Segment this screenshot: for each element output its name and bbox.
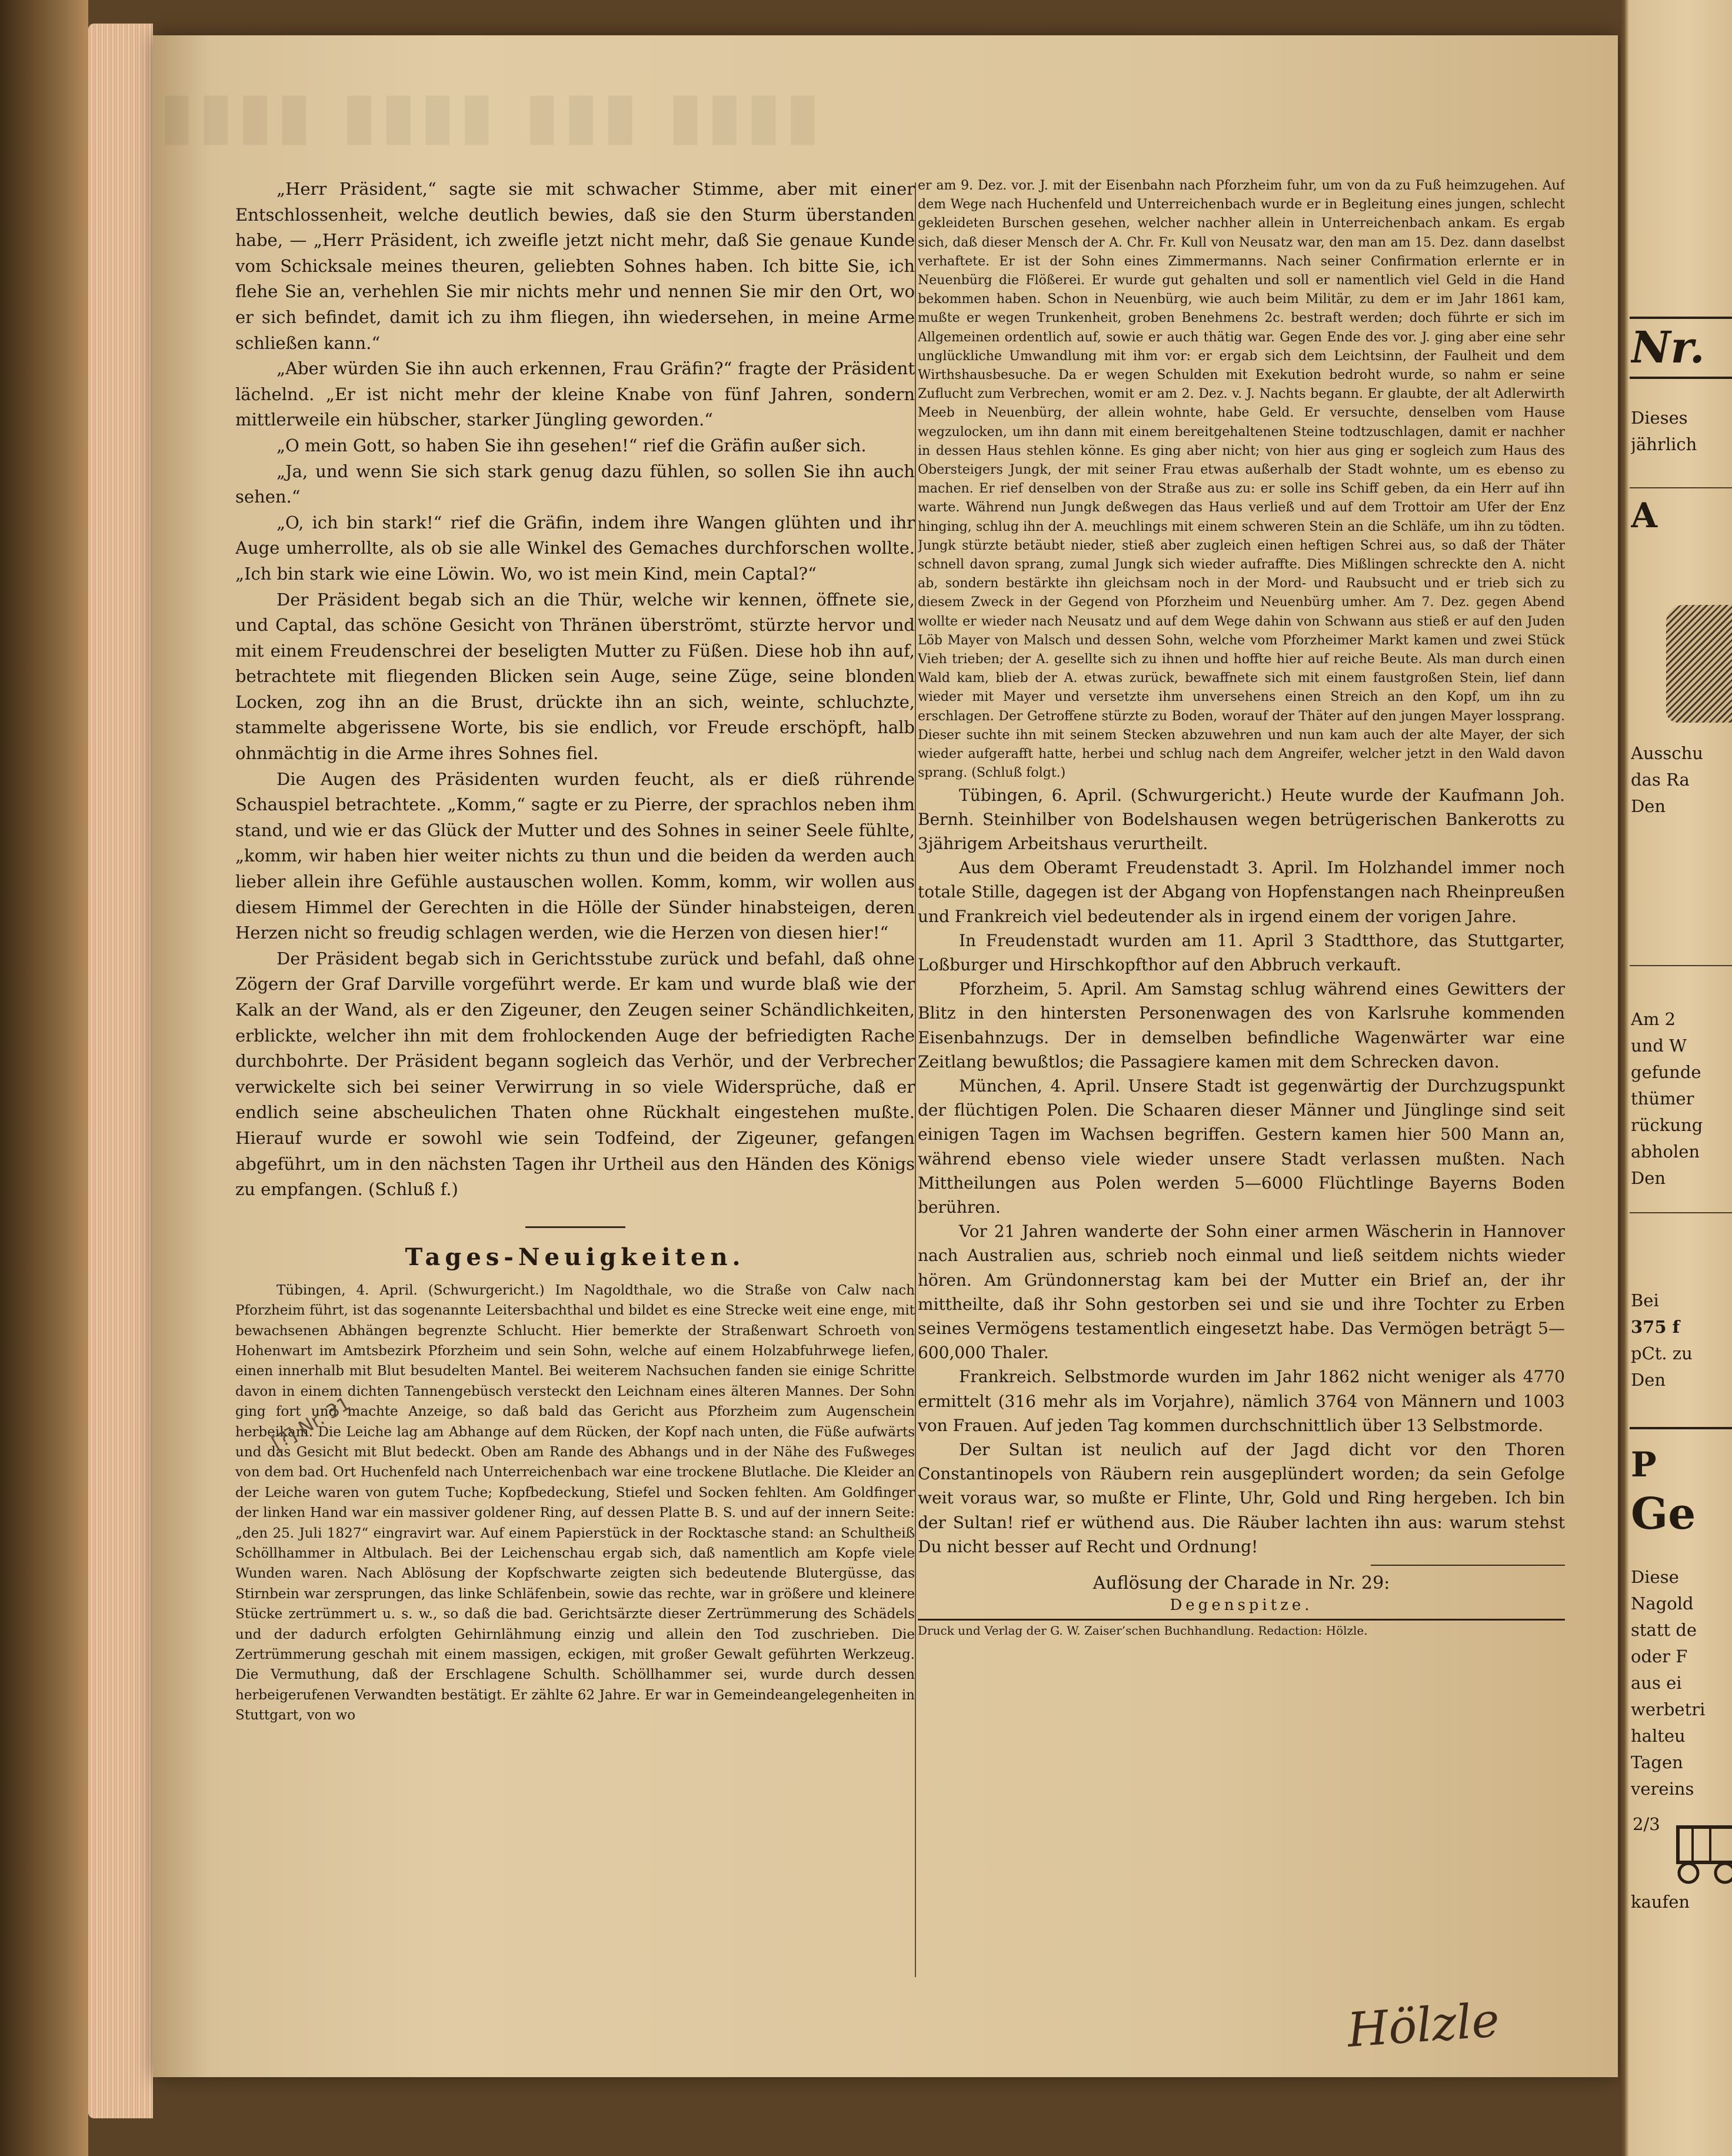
next-page-line: 2/3: [1633, 1814, 1660, 1834]
ink-bleed-through: ▮▮▮▮ ▮▮▮▮ ▮▮▮ ▮▮▮▮: [159, 76, 824, 152]
next-page-masthead: Nr.: [1631, 322, 1705, 373]
next-page-rule: [1630, 487, 1732, 488]
next-page-line: abholen: [1631, 1142, 1700, 1162]
report-paragraph: Pforzheim, 5. April. Am Samstag schlug während eines Gewitters der Blitz in den hintersten Personenwagen des von Karlsruhe kommenden Eisenbahnzugs. Der in demselben befindliche Wagenwärter war eine Zeitlang bewußtlos; die Passagiere kamen mit dem Schrecken davon.: [918, 979, 1565, 1072]
next-page-rule: [1630, 1427, 1732, 1429]
imprint-line: Druck und Verlag der G. W. Zaiser’schen Buchhandlung. Redaction: Hölzle.: [918, 1623, 1368, 1638]
next-page-line: und W: [1631, 1036, 1687, 1056]
next-page-rule: [1630, 377, 1732, 379]
right-column: [918, 177, 1565, 2012]
next-page-line: Den: [1631, 796, 1666, 816]
court-report: [918, 177, 1565, 783]
news-reports: [918, 783, 1565, 1559]
story-paragraph: „Aber würden Sie ihn auch erkennen, Frau Gräfin?“ fragte der Präsident lächelnd. „Er ist nicht mehr der kleine Knabe von fünf Jahren, sondern mittlerweile ein hübscher, starker Jüngling geworden.“: [235, 358, 915, 430]
next-page-line: Bei: [1631, 1290, 1659, 1310]
charade-rule: [1371, 1565, 1565, 1566]
story-paragraph: Der Präsident begab sich in Gerichtsstube zurück und befahl, daß ohne Zögern der Graf Darville vorgeführt werde. Er kam und wurde blaß wie der Kalk an der Wand, als er den Zigeuner, den Zeugen seiner Schändlichkeiten, erblickte, welcher ihn mit dem frohlockenden Auge der befriedigten Rache durchbohrte. Der Präsident begann sogleich das Verhör, und der Verbrecher verwickelte sich bei seiner Verwirrung in so viele Widersprüche, daß er endlich seine abscheulichen Thaten ohne Rückhalt eingestehen mußte. Hierauf wurde er sowohl wie sein Todfeind, der Zigeuner, gefangen abgeführt, um in den nächsten Tagen ihr Urtheil aus den Händen des Königs zu empfangen. (Schluß f.): [235, 948, 915, 1200]
story-paragraph: „O, ich bin stark!“ rief die Gräfin, indem ihre Wangen glühten und ihr Auge umherrollte, als ob sie alle Winkel des Gemaches durchforschen wollte. „Ich bin stark wie eine Löwin. Wo, wo ist mein Kind, mein Captal?“: [235, 512, 915, 584]
report-paragraph: er am 9. Dez. vor. J. mit der Eisenbahn nach Pforzheim fuhr, um von da zu Fuß heimzugehen. Auf dem Wege nach Huchenfeld und Unterreichenbach wurde er in Begleitung eines jungen, schlecht gekleideten Burschen gesehen, welcher nachher allein in Unterreichenbach ankam. Es ergab sich, daß dieser Mensch der A. Chr. Fr. Kull von Neusatz war, den man am 15. Dez. dann daselbst verhaftete. Er ist der Sohn eines Zimmermanns. Nach seiner Confirmation erlernte er in Neuenbürg die Flößerei. Er wurde gut gehalten und soll er namentlich viel Geld in die Hand bekommen haben. Schon in Neuenbürg, wie auch beim Militär, zu dem er im Jahr 1861 kam, mußte er wegen Trunkenheit, groben Benehmens 2c. bestraft werden; doch führte er sich im Allgemeinen ordentlich auf, sowie er auch thätig war. Gegen Ende des vor. J. ging aber eine sehr unglückliche Umwandlung mit ihm vor: er ergab sich dem Leichtsinn, der Faulheit und dem Wirthshausbesuche. Da er wegen Schulden mit Exekution bedroht wurde, so nahm er seine Zuflucht zum Verbrechen, womit er am 2. Dez. v. J. Nachts begann. Er glaubte, der alt Adlerwirth Meeb in Neuenbürg, der allein wohnte, habe Geld. Er versuchte, denselben vom Hause wegzulocken, um ihn dann mit einem bereitgehaltenen Steine todtzuschlagen, damit er nachher in dessen Haus stehlen könne. Es ging aber nicht; von hier aus ging er sogleich zum Haus des Obersteigers Jungk, der mit seiner Frau etwas außerhalb der Stadt wohnte, um es ebenso zu machen. Er rief denselben von der Straße aus zu: er solle ins Schiff geben, da ein Herr auf ihn warte. Während nun Jungk deßwegen das Haus verließ und auf dem Trottoir am Ufer der Enz hinging, schlug ihn der A. meuchlings mit einem schweren Stein an die Schläfe, um ihn zu tödten. Jungk stürzte betäubt nieder, stieß aber zugleich einen heftigen Schrei aus, so daß der Thäter schnell davon sprang, zumal Jungk sich wieder aufraffte. Dies Mißlingen schreckte den A. nicht ab, sondern bestärkte ihn gleichsam noch in der Mord- und Raubsucht und er trieb sich zu diesem Zweck in der Gegend von Pforzheim und Neuenbürg umher. Am 7. Dez. gegen Abend wollte er wieder nach Neusatz und auf dem Wege dahin von Schwann aus stieß er auf den Juden Löb Mayer von Malsch und dessen Sohn, welche vom Pforzheimer Markt kamen und zwei Stück Vieh trieben; der A. gesellte sich zu ihnen und hoffte hier auf reiche Beute. Als man durch einen Wald kam, blieb der A. etwas zurück, bewaffnete sich mit einem faustgroßen Stein, lief dann wieder mit Mayer und versetzte ihm unversehens einen Streich an den Kopf, um ihn zu erschlagen. Der Getroffene stürzte zu Boden, worauf der Thäter auf den jungen Mayer lossprang. Dieser suchte ihn mit seinem Stecken abzuwehren und nun kam auch der alte Mayer, der sich wieder aufgerafft hatte, herbei und schlug nach dem Angreifer, welcher jetzt in den Wald davon sprang. (Schluß folgt.): [918, 178, 1565, 781]
next-page-line: Den: [1631, 1168, 1666, 1188]
imprint-rule: [918, 1619, 1565, 1621]
next-page-line: aus ei: [1631, 1673, 1682, 1693]
next-page-line: Diese: [1631, 1567, 1679, 1587]
next-page-rule: [1630, 965, 1732, 966]
next-page-heading: A: [1631, 495, 1658, 535]
section-title: Tages-Neuigkeiten.: [405, 1243, 745, 1271]
charade-answer: Degenspitze.: [1170, 1596, 1313, 1614]
next-page-rule: [1630, 1212, 1732, 1213]
next-page-line: vereins: [1631, 1779, 1694, 1799]
report-paragraph: Vor 21 Jahren wanderte der Sohn einer armen Wäscherin in Hannover nach Australien aus, schrieb noch einmal und ließ seitdem nichts wieder hören. Am Gründonnerstag kam bei der Mutter ein Brief an, der ihr mittheilte, daß ihr Sohn gestorben sei und sie und ihre Tochter zu Erben seines Vermögens testamentlich eingesetzt habe. Das Vermögen beträgt 5—600,000 Thaler.: [918, 1222, 1565, 1363]
next-page-heading: P: [1631, 1445, 1657, 1485]
story-paragraph: „Ja, und wenn Sie sich stark genug dazu fühlen, so sollen Sie ihn auch sehen.“: [235, 461, 915, 507]
story-paragraph: Der Präsident begab sich an die Thür, welche wir kennen, öffnete sie, und Captal, das schöne Gesicht von Thränen überströmt, stürzte hervor und mit einem Freudenschrei der beseligten Mutter zu Füßen. Diese hob ihn auf, betrachtete mit fliegenden Blicken sein Auge, seine Züge, seine blonden Locken, zog ihn an die Brust, drückte ihn an sich, weinte, schluchzte, stammelte abgerissene Worte, bis sie endlich, vor Freude erschöpft, halb ohnmächtig in die Arme ihres Sohnes fiel.: [235, 589, 915, 764]
next-page-line: das Ra: [1631, 770, 1690, 790]
margin-annotation: [?] Nr. 31: [268, 1392, 354, 1455]
next-page-heading: Ge: [1631, 1489, 1696, 1539]
news-section: [235, 1243, 915, 1726]
next-page-line: Dieses: [1631, 408, 1688, 428]
next-page-line: halteu: [1631, 1726, 1686, 1746]
next-page-line: Am 2: [1631, 1009, 1676, 1029]
next-page-line: Ausschu: [1631, 743, 1703, 763]
next-page-line: jährlich: [1631, 434, 1697, 454]
story-paragraph: Die Augen des Präsidenten wurden feucht, als er dieß rührende Schauspiel betrachtete. „Komm,“ sagte er zu Pierre, der sprachlos neben ihm stand, und wie er das Glück der Mutter und des Sohnes in seiner Seele fühlte, „komm, wir haben hier weiter nichts zu thun und die beiden da werden auch lieber allein ihre Gefühle austauschen wollen. Komm, komm, wir wollen aus diesem Himmel der Gerechten in die Hölle der Sünder hinabsteigen, deren Herzen nicht so freudig schlagen werden, wie die Herzen von diesen hier!“: [235, 768, 915, 943]
report-paragraph: Tübingen, 6. April. (Schwurgericht.) Heute wurde der Kaufmann Joh. Bernh. Steinhilber von Bodelshausen wegen betrügerischen Bankerotts zu 3jährigem Arbeitshaus verurtheilt.: [918, 785, 1565, 853]
section-divider: [525, 1226, 625, 1228]
next-page-line: Tagen: [1631, 1752, 1683, 1772]
next-page-line: thümer: [1631, 1089, 1694, 1109]
handwritten-signature: Hölzle: [1345, 1992, 1501, 2058]
carriage-illustration: [1660, 1815, 1732, 1886]
book-binding: [0, 0, 88, 2156]
next-page-line: pCt. zu: [1631, 1343, 1693, 1363]
news-paragraph: Tübingen, 4. April. (Schwurgericht.) Im Nagoldthale, wo die Straße von Calw nach Pforzheim führt, ist das sogenannte Leitersbachthal und bildet es eine Strecke weit eine enge, mit bewachsenen Abhängen begrenzte Schlucht. Hier bemerkte der Straßenwart Schroeth von Hohenwart im Amtsbezirk Pforzheim und sein Sohn, welche auf einem Holzabfuhrwege liefen, einen innerhalb mit Blut besudelten Mantel. Bei weiterem Nachsuchen fanden sie einige Schritte davon in einem dichten Tannengebüsch versteckt den Leichnam eines älteren Mannes. Der Sohn ging fort und machte Anzeige, so daß bald das Gericht aus Pforzheim zum Augenschein herbeikam. Die Leiche lag am Abhange auf dem Rücken, der Kopf nach unten, die Füße aufwärts und das Gesicht mit Blut bedeckt. Oben am Rande des Abhangs und in der Nähe des Fußweges von dem bad. Ort Huchenfeld nach Unterreichenbach war eine trockene Blutlache. Die Kleider an der Leiche waren von gutem Tuche; Kopfbedeckung, Stiefel und Socken fehlten. Am Goldfinger der linken Hand war ein massiver goldener Ring, auf dessen Platte B. S. und auf der innern Seite: „den 25. Juli 1827“ eingravirt war. Auf einem Papierstück in der Rocktasche stand: an Schultheiß Schöllhammer in Altbulach. Bei der Leichenschau ergab sich, daß namentlich am Kopfe viele Wunden waren. Nach Ablösung der Kopfschwarte zeigten sich bedeutende Blutergüsse, das Stirnbein war zersprungen, das linke Schläfenbein, sowie das rechte, war in größere und kleinere Stücke zertrümmert u. s. w., so daß die bad. Gerichtsärzte dieser Zertrümmerung des Schädels und der dadurch erfolgten Gehirnlähmung einzig und allein den Tod zuschrieben. Die Zertrümmerung geschah mit einem massigen, eckigen, mit großer Gewalt geführten Werkzeug. Die Vermuthung, daß der Erschlagene Schulth. Schöllhammer sei, wurde durch dessen herbeigerufenen Verwandten bestätigt. Er zählte 62 Jahre. Er war in Gemeindeangelegenheiten in Stuttgart, von wo: [235, 1282, 915, 1724]
left-column: [235, 177, 915, 1977]
next-page-line: oder F: [1631, 1646, 1688, 1666]
story-paragraph: „O mein Gott, so haben Sie ihn gesehen!“ rief die Gräfin außer sich.: [277, 435, 867, 455]
serial-story: [235, 177, 915, 1203]
next-page-line: Den: [1631, 1370, 1666, 1390]
story-paragraph: „Herr Präsident,“ sagte sie mit schwacher Stimme, aber mit einer Entschlossenheit, welche deutlich bewies, daß sie den Sturm überstanden habe, — „Herr Präsident, ich zweifle jetzt nicht mehr, daß Sie genaue Kunde vom Schicksale meines theuren, geliebten Sohnes haben. Ich bitte Sie, ich flehe Sie an, verhehlen Sie mir nichts mehr und nennen Sie mir den Ort, wo er sich befindet, damit ich zu ihm fliegen, ihn wiedersehen, in meine Arme schließen kann.“: [235, 179, 915, 353]
next-page-rule: [1630, 317, 1732, 319]
report-paragraph: In Freudenstadt wurden am 11. April 3 Stadtthore, das Stuttgarter, Loßburger und Hirschkopfthor auf den Abbruch verkauft.: [918, 930, 1565, 974]
next-page-line: gefunde: [1631, 1062, 1701, 1082]
report-paragraph: Frankreich. Selbstmorde wurden im Jahr 1862 nicht weniger als 4770 ermittelt (316 mehr als im Vorjahre), nämlich 3764 von Männern und 1003 von Frauen. Auf jeden Tag kommen durchschnittlich über 13 Selbstmorde.: [918, 1367, 1565, 1435]
report-paragraph: München, 4. April. Unsere Stadt ist gegenwärtig der Durchzugspunkt der flüchtigen Polen. Die Schaaren dieser Männer und Jünglinge sind seit einigen Tagen im Wachsen begriffen. Gestern kamen hier 500 Mann an, während ebenso viele wieder unsere Stadt verlassen mußten. Nach Mittheilungen aus Polen werden 5—6000 Flüchtlinge Bayerns Boden berühren.: [918, 1076, 1565, 1217]
next-page-line: 375 f: [1631, 1317, 1680, 1337]
engraving-illustration: [1666, 605, 1732, 723]
next-page-line: werbetri: [1631, 1699, 1706, 1719]
next-page-line: rückung: [1631, 1115, 1703, 1135]
page-edges: [88, 24, 153, 2118]
report-paragraph: Der Sultan ist neulich auf der Jagd dicht vor den Thoren Constantinopels von Räubern rein ausgeplündert worden; da sein Gefolge weit voraus war, so mußte er Flinte, Uhr, Gold und Ring hergeben. Ich bin der Sultan! rief er wüthend aus. Die Räuber lachten ihn aus: warum stehst Du nicht besser auf Recht und Ordnung!: [918, 1439, 1565, 1556]
next-page-line: Nagold: [1631, 1593, 1694, 1613]
next-page-line: statt de: [1631, 1620, 1697, 1640]
next-page-line: kaufen: [1631, 1892, 1690, 1912]
charade-heading: Auflösung der Charade in Nr. 29:: [1093, 1573, 1390, 1593]
report-paragraph: Aus dem Oberamt Freudenstadt 3. April. Im Holzhandel immer noch totale Stille, dagegen ist der Abgang von Hopfenstangen nach Rheinpreußen und Frankreich viel bedeutender als in irgend einem der vorigen Jahre.: [918, 858, 1565, 926]
column-rule: [915, 182, 916, 1977]
